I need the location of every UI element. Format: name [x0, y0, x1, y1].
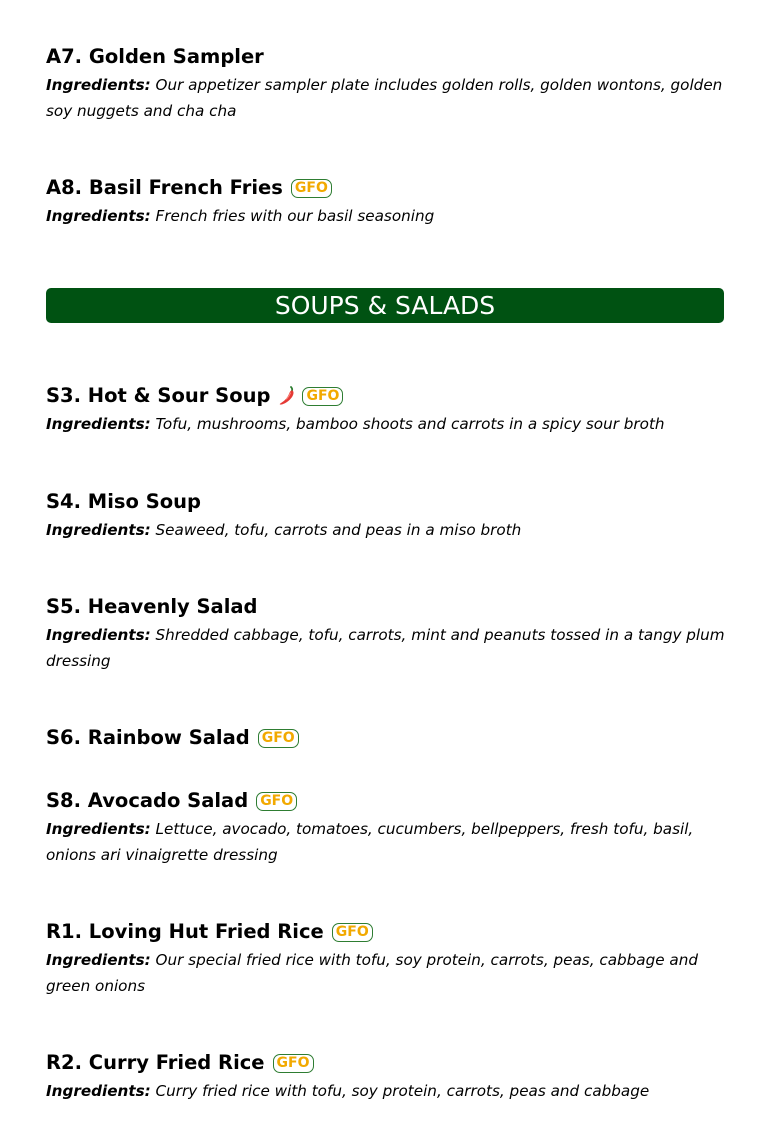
item-title — [46, 788, 726, 814]
item-name: R1. Loving Hut Fried Rice — [46, 920, 324, 943]
ingredients-text: Shredded cabbage, tofu, carrots, mint and peanuts tossed in a tangy plum dressing — [46, 626, 725, 670]
ingredients-label: Ingredients: — [46, 76, 151, 94]
ingredients-label: Ingredients: — [46, 415, 151, 433]
item-description — [46, 947, 726, 999]
item-title — [46, 1050, 726, 1076]
section-banner-soups-salads: SOUPS & SALADS — [46, 288, 724, 323]
menu-item-r2 — [46, 1050, 726, 1104]
ingredients-text: Our appetizer sampler plate includes golden rolls, golden wontons, golden soy nuggets and cha cha — [46, 76, 723, 120]
ingredients-label: Ingredients: — [46, 521, 151, 539]
item-name: A7. Golden Sampler — [46, 45, 264, 68]
item-name: S3. Hot & Sour Soup — [46, 384, 271, 407]
ingredients-label: Ingredients: — [46, 951, 151, 969]
ingredients-label: Ingredients: — [46, 207, 151, 225]
item-name: S5. Heavenly Salad — [46, 595, 258, 618]
ingredients-label: Ingredients: — [46, 626, 151, 644]
item-name: A8. Basil French Fries — [46, 176, 283, 199]
menu-item-s8 — [46, 788, 726, 868]
item-name: S4. Miso Soup — [46, 490, 201, 513]
item-title — [46, 919, 726, 945]
item-description — [46, 72, 726, 124]
menu-item-a8 — [46, 175, 726, 229]
ingredients-text: Seaweed, tofu, carrots and peas in a miso broth — [155, 521, 522, 539]
item-title — [46, 594, 726, 620]
item-description — [46, 411, 726, 437]
gfo-badge: GFO — [258, 729, 299, 748]
item-description — [46, 517, 726, 543]
item-description — [46, 622, 726, 674]
gfo-badge: GFO — [332, 923, 373, 942]
menu-item-s3 — [46, 383, 726, 437]
item-name: S6. Rainbow Salad — [46, 726, 250, 749]
item-title — [46, 725, 726, 751]
item-name: S8. Avocado Salad — [46, 789, 249, 812]
item-description — [46, 203, 726, 229]
gfo-badge: GFO — [273, 1054, 314, 1073]
ingredients-text: French fries with our basil seasoning — [155, 207, 435, 225]
ingredients-text: Our special fried rice with tofu, soy protein, carrots, peas, cabbage and green onions — [46, 951, 698, 995]
item-title — [46, 489, 726, 515]
menu-item-s4 — [46, 489, 726, 543]
ingredients-label: Ingredients: — [46, 820, 151, 838]
ingredients-text: Curry fried rice with tofu, soy protein, carrots, peas and cabbage — [155, 1082, 650, 1100]
item-description — [46, 816, 726, 868]
item-title — [46, 175, 726, 201]
chili-pepper-icon — [278, 386, 296, 406]
ingredients-text: Tofu, mushrooms, bamboo shoots and carrots in a spicy sour broth — [155, 415, 665, 433]
menu-item-s5 — [46, 594, 726, 674]
ingredients-text: Lettuce, avocado, tomatoes, cucumbers, bellpeppers, fresh tofu, basil, onions ari vinaigrette dressing — [46, 820, 694, 864]
menu-item-a7 — [46, 44, 726, 124]
gfo-badge: GFO — [291, 179, 332, 198]
item-title — [46, 383, 726, 409]
gfo-badge: GFO — [302, 387, 343, 406]
menu-item-r1 — [46, 919, 726, 999]
ingredients-label: Ingredients: — [46, 1082, 151, 1100]
menu-item-s6 — [46, 725, 726, 751]
item-description — [46, 1078, 726, 1104]
gfo-badge: GFO — [256, 792, 297, 811]
item-title — [46, 44, 726, 70]
item-name: R2. Curry Fried Rice — [46, 1051, 265, 1074]
